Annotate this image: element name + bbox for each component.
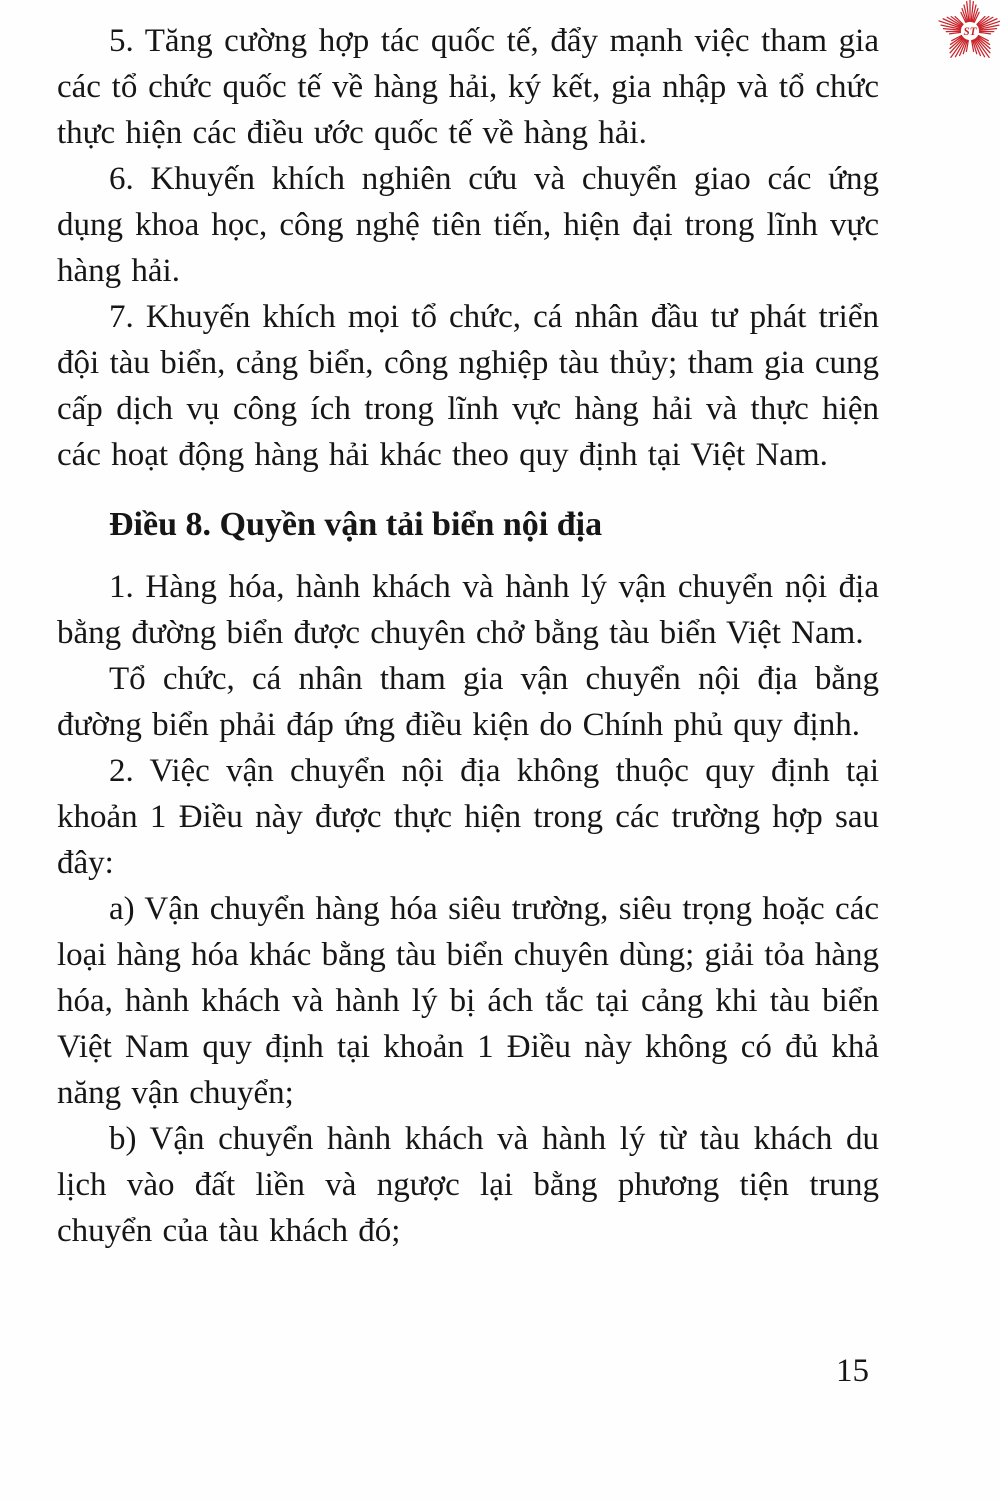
clause-5-paragraph: 5. Tăng cường hợp tác quốc tế, đẩy mạnh việc tham gia các tổ chức quốc tế về hàng hải, ký kết, gia nhập và tổ chức thực hiện các điều ước quốc tế về hàng hải. (57, 23, 879, 151)
article-8-point-b-paragraph: b) Vận chuyển hành khách và hành lý từ tàu khách du lịch vào đất liền và ngược lại bằng phương tiện trung chuyển của tàu khách đó; (57, 1121, 879, 1249)
article-8-clause-2-paragraph: 2. Việc vận chuyển nội địa không thuộc quy định tại khoản 1 Điều này được thực hiện trong các trường hợp sau đây: (57, 753, 879, 881)
article-8-clause-1-paragraph: 1. Hàng hóa, hành khách và hành lý vận chuyển nội địa bằng đường biển được chuyên chở bằng tàu biển Việt Nam. (57, 569, 879, 651)
clause-7-paragraph: 7. Khuyến khích mọi tổ chức, cá nhân đầu tư phát triển đội tàu biển, cảng biển, công nghiệp tàu thủy; tham gia cung cấp dịch vụ công ích trong lĩnh vực hàng hải và thực hiện các hoạt động hàng hải khác theo quy định tại Việt Nam. (57, 299, 879, 473)
publisher-logo-icon (931, 0, 1000, 68)
logo-monogram: ST (963, 26, 977, 39)
article-8-heading: Điều 8. Quyền vận tải biển nội địa (109, 506, 603, 543)
page-body-text (57, 18, 879, 1254)
clause-6-paragraph: 6. Khuyến khích nghiên cứu và chuyển giao các ứng dụng khoa học, công nghệ tiên tiến, hiện đại trong lĩnh vực hàng hải. (57, 161, 879, 289)
article-8-point-a-paragraph: a) Vận chuyển hàng hóa siêu trường, siêu trọng hoặc các loại hàng hóa khác bằng tàu biển chuyên dùng; giải tỏa hàng hóa, hành khách và hành lý bị ách tắc tại cảng khi tàu biển Việt Nam quy định tại khoản 1 Điều này không có đủ khả năng vận chuyển; (57, 891, 880, 1111)
article-8-clause-1-continuation-paragraph: Tổ chức, cá nhân tham gia vận chuyển nội địa bằng đường biển phải đáp ứng điều kiện do Chính phủ quy định. (57, 661, 879, 743)
page-number: 15 (836, 1353, 869, 1389)
